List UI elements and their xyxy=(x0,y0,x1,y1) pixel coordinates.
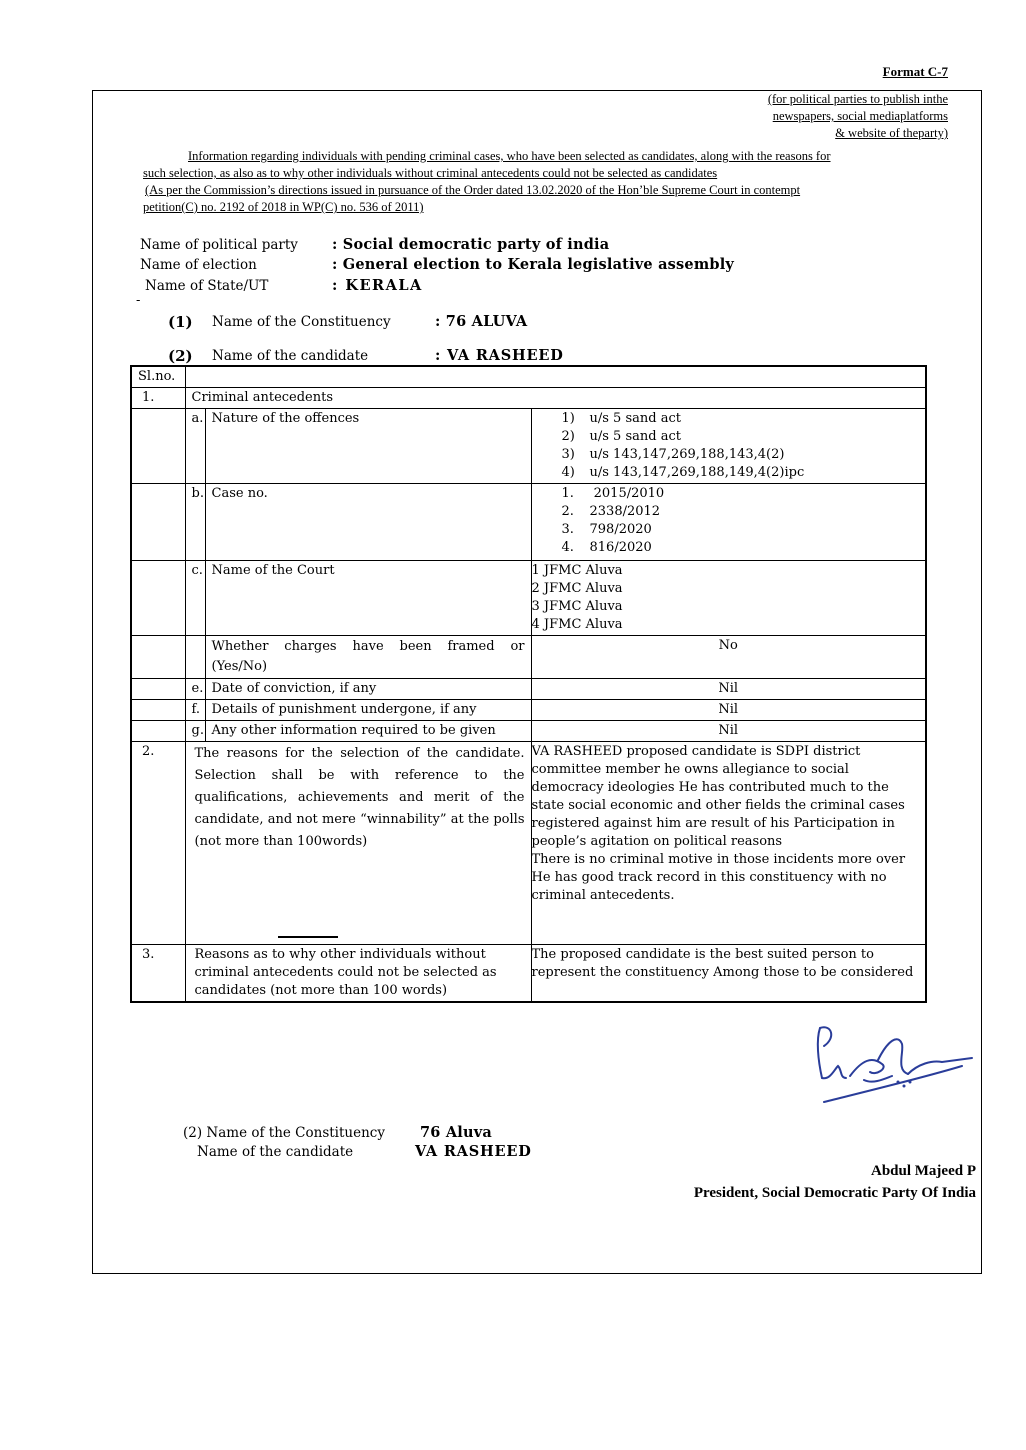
signatory-title: President, Social Democratic Party Of India xyxy=(693,1185,976,1201)
footer-constituency-value: 76 Aluva xyxy=(420,1124,492,1141)
table-row xyxy=(131,945,926,1003)
table-row xyxy=(131,636,926,679)
constituency-label: Name of the Constituency xyxy=(212,314,391,330)
row-letter: b. xyxy=(185,484,205,561)
list-item: 2 JFMC Aluva xyxy=(531,581,623,596)
item-text: u/s 5 sand act xyxy=(589,411,681,426)
row-letter: f. xyxy=(185,700,205,721)
row-letter: c. xyxy=(185,561,205,636)
court-label: Name of the Court xyxy=(205,561,531,636)
list-item xyxy=(562,464,920,482)
item-number: 1. xyxy=(561,486,574,501)
item-number: 3. xyxy=(561,522,574,537)
row-title: Criminal antecedents xyxy=(185,388,926,409)
table-cell xyxy=(131,700,185,721)
reasons-paragraph: VA RASHEED proposed candidate is SDPI district committee member he owns allegiance to social democracy ideologies He has contributed much to the state social economic and other fields the criminal cases registered against him are result of his Participation in people’s agitation on political reasons xyxy=(531,744,905,849)
row-number: 3. xyxy=(131,945,185,1003)
row-letter xyxy=(185,636,205,679)
row-number: 1. xyxy=(131,388,185,409)
other-info-value: Nil xyxy=(531,721,926,742)
table-row xyxy=(131,409,926,484)
offences-label: Nature of the offences xyxy=(205,409,531,484)
list-item xyxy=(562,521,920,539)
publish-note-line: newspapers, social mediaplatforms xyxy=(772,109,948,123)
others-label: Reasons as to why other individuals without criminal antecedents could not be selected as candidates (not more than 100 words) xyxy=(185,945,531,1003)
table-cell xyxy=(131,561,185,636)
candidate-number: (2) xyxy=(168,347,193,365)
party-value: : Social democratic party of india xyxy=(332,236,610,253)
stray-dash: - xyxy=(136,293,141,308)
reasons-cell xyxy=(185,742,531,945)
publish-note-line: & website of theparty) xyxy=(835,126,948,140)
intro-line: (As per the Commission’s directions issued in pursuance of the Order dated 13.02.2020 of the Hon’ble Supreme Court in contempt xyxy=(145,183,801,197)
candidate-label: Name of the candidate xyxy=(212,348,369,364)
item-number: 2. xyxy=(561,504,574,519)
item-number: 4) xyxy=(561,465,575,480)
candidate-value: : VA RASHEED xyxy=(435,347,564,364)
intro-line: petition(C) no. 2192 of 2018 in WP(C) no. 536 of 2011) xyxy=(143,200,424,214)
table-cell xyxy=(131,721,185,742)
other-info-label: Any other information required to be given xyxy=(205,721,531,742)
others-value: The proposed candidate is the best suited person to represent the constituency Among those to be considered xyxy=(531,945,926,1003)
table-cell xyxy=(131,484,185,561)
reasons-label: The reasons for the selection of the candidate. Selection shall be with reference to the qualifications, achievements and merit of the candidate, and not mere “winnability” at the polls (not more than 100words) xyxy=(194,746,525,849)
item-text: 798/2020 xyxy=(589,522,652,537)
row-letter: a. xyxy=(185,409,205,484)
case-label: Case no. xyxy=(205,484,531,561)
item-number: 4. xyxy=(561,540,574,555)
election-label: Name of election xyxy=(140,257,257,273)
intro-line: Information regarding individuals with pending criminal cases, who have been selected as candidates, along with the reasons for xyxy=(188,149,831,163)
list-item xyxy=(562,428,920,446)
table-cell xyxy=(185,366,926,388)
item-text: 816/2020 xyxy=(589,540,652,555)
table-row xyxy=(131,721,926,742)
table-row xyxy=(131,742,926,945)
reasons-value xyxy=(531,742,926,945)
item-text: u/s 143,147,269,188,143,4(2) xyxy=(589,447,785,462)
publish-note xyxy=(768,91,948,142)
reasons-paragraph: He has good track record in this constituency with no criminal antecedents. xyxy=(531,870,887,903)
table-row xyxy=(131,388,926,409)
row-letter: e. xyxy=(185,679,205,700)
format-label: Format C-7 xyxy=(882,64,948,79)
table-row xyxy=(131,700,926,721)
list-item xyxy=(562,446,920,464)
election-value: : General election to Kerala legislative assembly xyxy=(332,256,735,273)
list-item xyxy=(562,410,920,428)
table-cell xyxy=(131,409,185,484)
state-label: Name of State/UT xyxy=(145,278,269,294)
list-item xyxy=(562,485,920,503)
item-number: 1) xyxy=(561,411,575,426)
footer-candidate-label: Name of the candidate xyxy=(197,1144,354,1160)
table-row xyxy=(131,366,926,388)
list-item: 3 JFMC Aluva xyxy=(531,599,623,614)
conviction-value: Nil xyxy=(531,679,926,700)
footer-candidate-value: VA RASHEED xyxy=(415,1143,532,1160)
signatory-name: Abdul Majeed P xyxy=(871,1163,976,1179)
offences-value xyxy=(531,409,926,484)
reasons-paragraph: There is no criminal motive in those incidents more over xyxy=(531,852,906,867)
item-number: 2) xyxy=(561,429,575,444)
case-value xyxy=(531,484,926,561)
charges-value: No xyxy=(531,636,926,679)
divider xyxy=(278,936,338,938)
list-item: 1 JFMC Aluva xyxy=(531,563,623,578)
constituency-number: (1) xyxy=(168,313,193,331)
punishment-label: Details of punishment undergone, if any xyxy=(205,700,531,721)
list-item xyxy=(562,539,920,557)
item-text: u/s 143,147,269,188,149,4(2)ipc xyxy=(589,465,805,480)
publish-note-line: (for political parties to publish inthe xyxy=(767,92,948,106)
signature-icon xyxy=(812,1020,982,1110)
slno-header: Sl.no. xyxy=(131,366,185,388)
list-item: 4 JFMC Aluva xyxy=(531,617,623,632)
table-row xyxy=(131,679,926,700)
state-value: : KERALA xyxy=(332,277,423,294)
antecedents-table xyxy=(130,365,927,1003)
party-label: Name of political party xyxy=(140,237,298,253)
item-text: 2015/2010 xyxy=(589,486,665,501)
footer-constituency-label: (2) Name of the Constituency xyxy=(183,1125,385,1141)
table-cell xyxy=(131,636,185,679)
conviction-label: Date of conviction, if any xyxy=(205,679,531,700)
table-cell xyxy=(131,679,185,700)
list-item xyxy=(562,503,920,521)
row-letter: g. xyxy=(185,721,205,742)
intro-line: such selection, as also as to why other individuals without criminal antecedents could not be selected as candidates xyxy=(143,166,718,180)
item-number: 3) xyxy=(561,447,575,462)
court-value xyxy=(531,561,926,636)
table-row xyxy=(131,484,926,561)
table-row xyxy=(131,561,926,636)
punishment-value: Nil xyxy=(531,700,926,721)
item-text: u/s 5 sand act xyxy=(589,429,681,444)
charges-label: Whether charges have been framed or (Yes/No) xyxy=(205,636,531,679)
row-number: 2. xyxy=(131,742,185,945)
constituency-value: : 76 ALUVA xyxy=(435,313,528,330)
item-text: 2338/2012 xyxy=(589,504,661,519)
